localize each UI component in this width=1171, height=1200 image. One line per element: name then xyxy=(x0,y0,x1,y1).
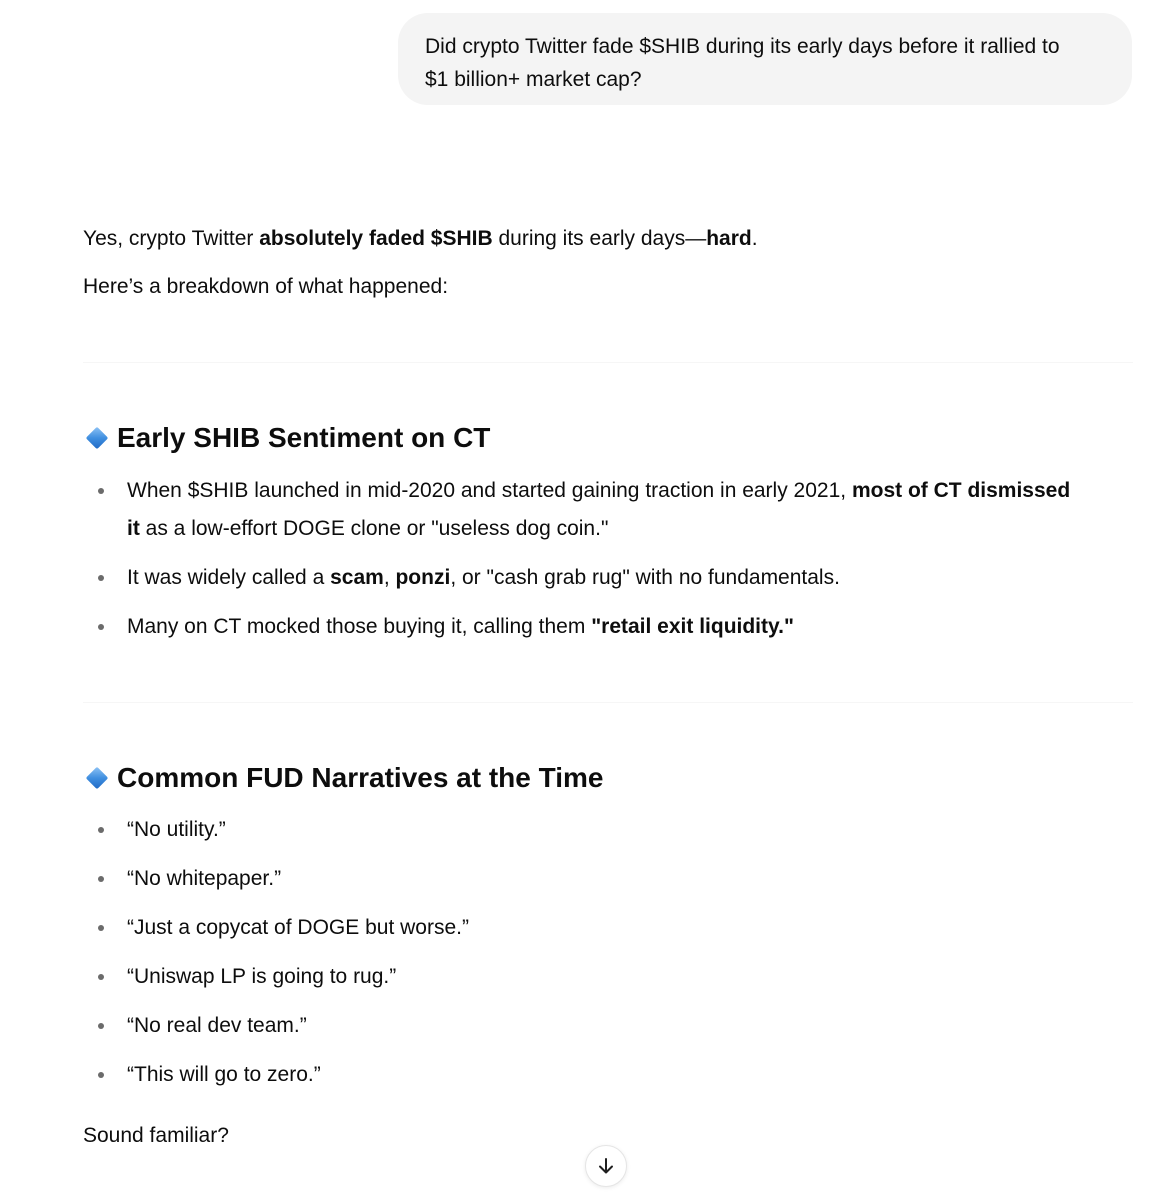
blue-diamond-icon xyxy=(86,767,109,790)
list-item xyxy=(0,472,1070,548)
bullet-text: “This will go to zero.” xyxy=(127,1063,321,1086)
bullet-text: “Just a copycat of DOGE but worse.” xyxy=(127,916,469,939)
list-item xyxy=(0,559,1070,597)
user-message-bubble xyxy=(398,13,1132,105)
intro-suffix: . xyxy=(751,227,758,250)
answer-lead: Here’s a breakdown of what happened: xyxy=(83,275,449,298)
bullet-text: Many on CT mocked those buying it, calling them xyxy=(127,615,592,638)
early-sentiment-list xyxy=(0,472,1070,646)
bullet-text: as a low-effort DOGE clone or "useless dog coin." xyxy=(139,517,609,540)
intro-bold-2: hard xyxy=(706,227,752,250)
fud-narratives-list xyxy=(0,811,469,1094)
user-message-line-1: Did crypto Twitter fade $SHIB during its early days before it rallied to xyxy=(425,35,1060,58)
intro-middle: during its early days— xyxy=(492,227,707,250)
list-item xyxy=(0,1056,469,1094)
section-heading-early-sentiment xyxy=(85,420,490,456)
bullet-dot xyxy=(98,1023,104,1029)
bullet-text: “No whitepaper.” xyxy=(127,867,282,890)
bullet-bold: scam xyxy=(330,566,384,589)
arrow-down-icon xyxy=(596,1156,616,1176)
bullet-dot xyxy=(98,827,104,833)
list-item xyxy=(0,608,1070,646)
bullet-dot xyxy=(98,575,104,581)
bullet-text: “No utility.” xyxy=(127,818,226,841)
bullet-dot xyxy=(98,974,104,980)
bullet-text: , or "cash grab rug" with no fundamentals. xyxy=(450,566,840,589)
bullet-dot xyxy=(98,624,104,630)
list-item xyxy=(0,909,469,947)
section-title: Common FUD Narratives at the Time xyxy=(117,762,604,793)
section-title: Early SHIB Sentiment on CT xyxy=(117,422,491,453)
bullet-text: When $SHIB launched in mid-2020 and started gaining traction in early 2021, xyxy=(127,479,852,502)
bullet-text: “No real dev team.” xyxy=(127,1014,307,1037)
list-item xyxy=(0,811,469,849)
bullet-dot xyxy=(98,876,104,882)
list-item xyxy=(0,860,469,898)
intro-bold-1: absolutely faded $SHIB xyxy=(259,227,493,250)
user-message-line-2: $1 billion+ market cap? xyxy=(425,68,642,91)
scroll-to-bottom-button[interactable] xyxy=(585,1145,627,1187)
bullet-dot xyxy=(98,1072,104,1078)
bullet-dot xyxy=(98,925,104,931)
section-divider xyxy=(83,362,1133,363)
bullet-bold: ponzi xyxy=(395,566,451,589)
bullet-text: , xyxy=(383,566,396,589)
list-item xyxy=(0,958,469,996)
list-item xyxy=(0,1007,469,1045)
bullet-bold: most of CT dismissed xyxy=(851,479,1071,502)
blue-diamond-icon xyxy=(86,427,109,450)
section-divider xyxy=(83,702,1133,703)
intro-prefix: Yes, crypto Twitter xyxy=(83,227,260,250)
answer-closing: Sound familiar? xyxy=(83,1124,229,1147)
bullet-bold: it xyxy=(127,517,140,540)
section-heading-fud-narratives xyxy=(85,760,604,796)
bullet-dot xyxy=(98,488,104,494)
answer-intro xyxy=(83,224,758,254)
bullet-bold: "retail exit liquidity." xyxy=(591,615,794,638)
bullet-text: It was widely called a xyxy=(127,566,331,589)
bullet-text: “Uniswap LP is going to rug.” xyxy=(127,965,397,988)
